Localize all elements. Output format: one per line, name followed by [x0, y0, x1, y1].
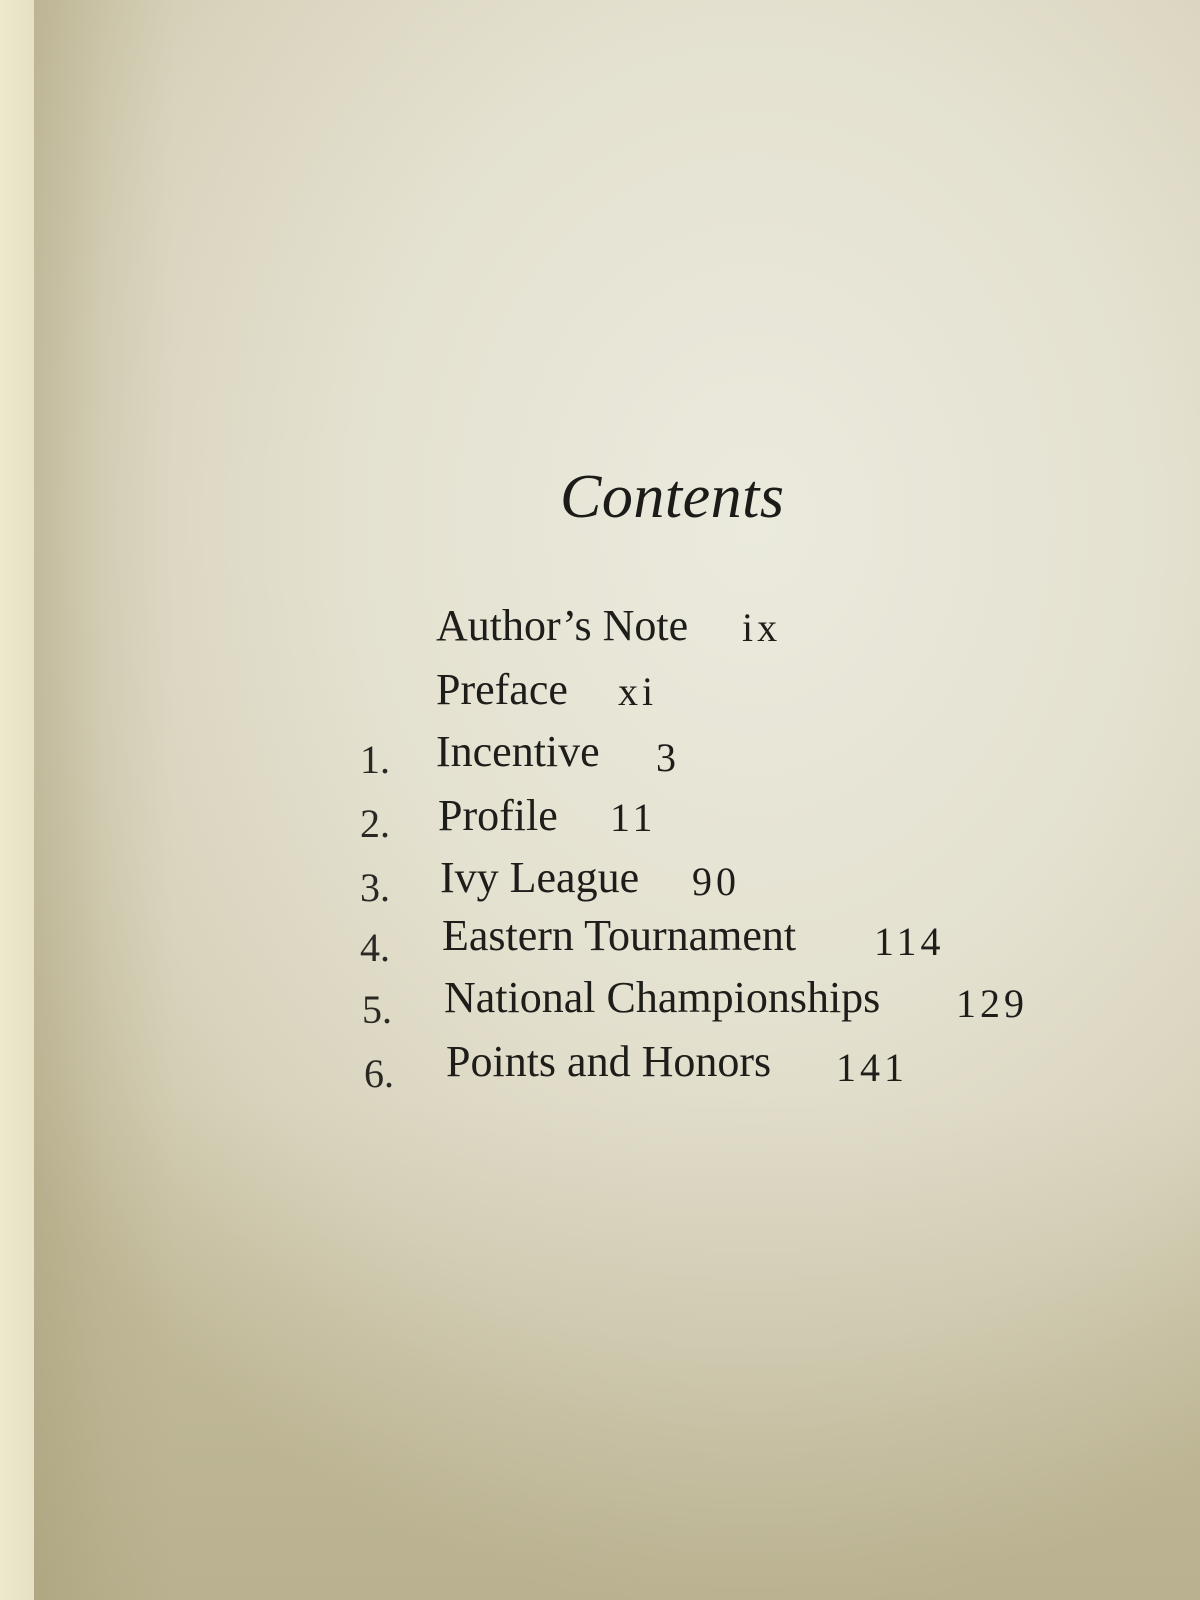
toc-entry-page: 3 [656, 735, 680, 780]
toc-entry-label: Preface [436, 665, 568, 714]
toc-entry-number: 2. [360, 801, 390, 846]
toc-entry-page: 90 [692, 859, 740, 904]
toc-entry-preface [360, 664, 860, 724]
toc-entry-page: ix [742, 605, 782, 650]
toc-entry-profile [360, 790, 860, 850]
toc-entry-label: Points and Honors [446, 1037, 772, 1086]
toc-entry-number: 3. [360, 865, 390, 910]
toc-entry-label: Eastern Tournament [442, 911, 797, 960]
toc-entry-page: xi [618, 669, 658, 714]
facing-page-edge [0, 0, 38, 1600]
toc-entry-authors-note [360, 600, 860, 660]
toc-entry-label: Profile [438, 791, 558, 840]
toc-entry-number: 6. [364, 1051, 394, 1096]
toc-entry-incentive [360, 726, 860, 786]
toc-entry-points-and-honors [360, 1036, 960, 1096]
toc-entry-page: 141 [836, 1045, 908, 1090]
toc-entry-number: 5. [362, 987, 392, 1032]
toc-entry-national-championships [360, 972, 1060, 1032]
toc-entry-number: 4. [360, 925, 390, 970]
toc-entry-number: 1. [360, 737, 390, 782]
toc-entry-page: 114 [874, 919, 945, 964]
toc-entry-eastern-tournament [360, 910, 980, 970]
toc-entry-ivy-league [360, 852, 860, 912]
toc-entry-page: 11 [610, 795, 657, 840]
toc-entry-label: Incentive [436, 727, 600, 776]
toc-entry-label: Author’s Note [436, 601, 689, 650]
bottom-shadow [34, 1100, 1200, 1600]
toc-entry-page: 129 [956, 981, 1028, 1026]
toc-entry-label: Ivy League [440, 853, 640, 902]
contents-title: Contents [560, 463, 785, 531]
toc-entry-label: National Championships [444, 973, 881, 1022]
